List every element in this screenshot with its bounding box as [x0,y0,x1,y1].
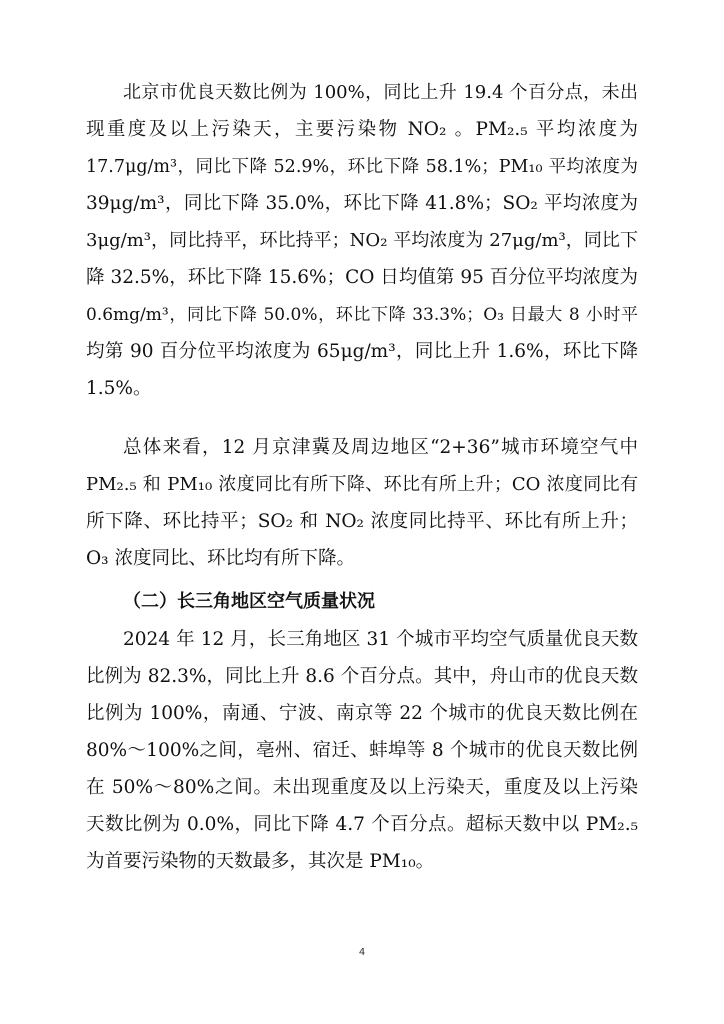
text-line: 39μg/m³，同比下降 35.0%，环比下降 41.8%；SO₂ 平均浓度为 [86,193,638,214]
section-heading: （二）长三角地区空气质量状况 [123,591,375,612]
text-line: PM₂.₅ 和 PM₁₀ 浓度同比有所下降、环比有所上升；CO 浓度同比有 [86,474,638,495]
text-line: 2024 年 12 月，长三角地区 31 个城市平均空气质量优良天数 [123,629,638,650]
text-line: 降 32.5%，环比下降 15.6%；CO 日均值第 95 百分位平均浓度为 [86,267,638,288]
text-line: 1.5%。 [86,378,152,399]
text-line: 为首要污染物的天数最多，其次是 PM₁₀。 [86,851,435,872]
text-line: 总体来看，12 月京津冀及周边地区“2+36”城市环境空气中 [123,437,638,458]
text-line: 比例为 82.3%，同比上升 8.6 个百分点。其中，舟山市的优良天数 [86,666,638,687]
text-line: 3μg/m³，同比持平，环比持平；NO₂ 平均浓度为 27μg/m³，同比下 [86,230,638,251]
text-line: 在 50%～80%之间。未出现重度及以上污染天，重度及以上污染 [86,777,638,798]
text-line: 均第 90 百分位平均浓度为 65μg/m³，同比上升 1.6%，环比下降 [86,341,638,362]
text-line: O₃ 浓度同比、环比均有所下降。 [86,548,355,569]
text-line: 80%～100%之间，亳州、宿迁、蚌埠等 8 个城市的优良天数比例 [86,740,638,761]
text-line: 天数比例为 0.0%，同比下降 4.7 个百分点。超标天数中以 PM₂.₅ [86,814,638,835]
text-line: 北京市优良天数比例为 100%，同比上升 19.4 个百分点，未出 [123,82,638,103]
page-number: 4 [358,947,366,958]
text-line: 现重度及以上污染天，主要污染物 NO₂ 。PM₂.₅ 平均浓度为 [86,119,638,140]
text-line: 17.7μg/m³，同比下降 52.9%，环比下降 58.1%；PM₁₀ 平均浓度为 [86,157,638,177]
text-line: 所下降、环比持平；SO₂ 和 NO₂ 浓度同比持平、环比有所上升； [86,511,638,532]
text-line: 0.6mg/m³，同比下降 50.0%，环比下降 33.3%；O₃ 日最大 8 小时平 [86,305,638,325]
text-line: 比例为 100%，南通、宁波、南京等 22 个城市的优良天数比例在 [86,703,638,724]
